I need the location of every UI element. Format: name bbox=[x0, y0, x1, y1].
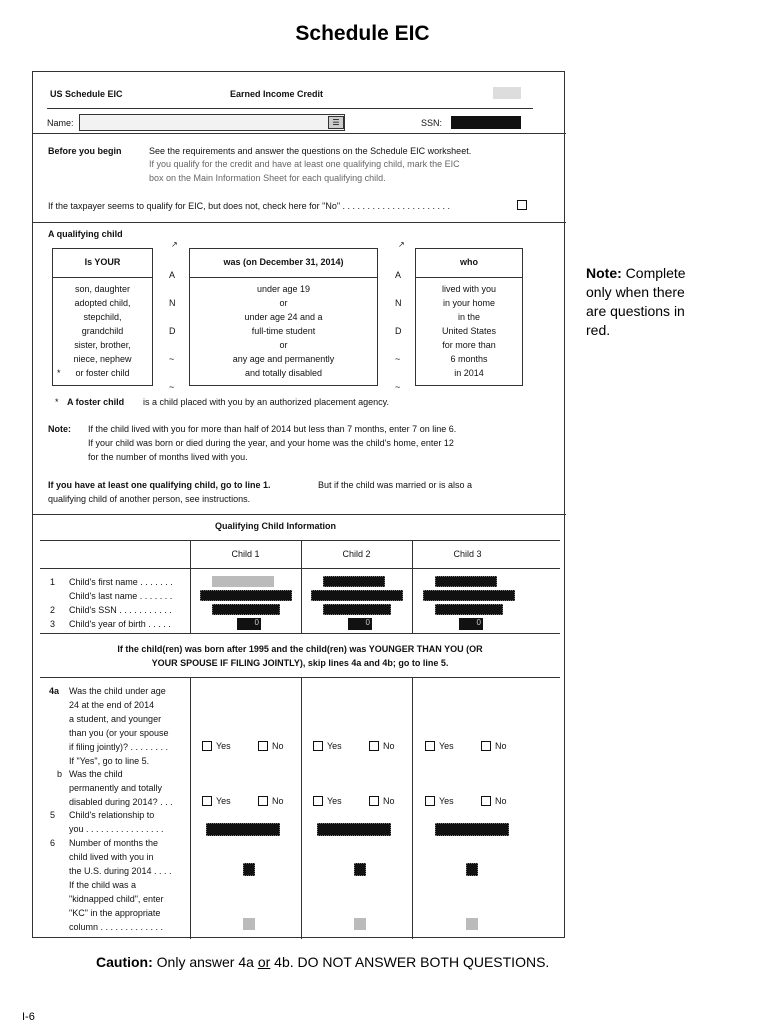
line-1-number: 1 bbox=[50, 577, 56, 587]
and-letter: A bbox=[395, 270, 402, 280]
child-1-line-4a-yes-checkbox[interactable] bbox=[202, 741, 212, 751]
line-1-first-label: Child's first name . . . . . . . bbox=[69, 577, 173, 587]
and-letter: ~ bbox=[169, 382, 175, 392]
line-text: Was the child under age bbox=[69, 686, 166, 696]
no-label: No bbox=[272, 741, 284, 751]
and-letter: ~ bbox=[169, 354, 175, 364]
no-eic-checkbox[interactable] bbox=[517, 200, 527, 210]
and-letter: N bbox=[169, 298, 176, 308]
line-text: "KC" in the appropriate bbox=[69, 908, 161, 918]
child-2-kc-field[interactable] bbox=[354, 918, 366, 930]
was-line: and totally disabled bbox=[244, 368, 323, 378]
before-you-begin-label: Before you begin bbox=[48, 146, 122, 156]
born-notice-1: If the child(ren) was born after 1995 and the child(ren) was YOUNGER THAN YOU (OR bbox=[117, 644, 483, 654]
born-notice-2: YOUR SPOUSE IF FILING JOINTLY), skip lines 4a and 4b; go to line 5. bbox=[151, 658, 449, 668]
page-number: I-6 bbox=[22, 1011, 35, 1023]
child-1-kc-field[interactable] bbox=[243, 918, 255, 930]
no-label: No bbox=[495, 796, 507, 806]
who-line: for more than bbox=[442, 340, 496, 350]
foster-bold: A foster child bbox=[67, 397, 125, 407]
col1-star: * bbox=[57, 368, 61, 378]
line-4a-number: 4a bbox=[49, 686, 60, 696]
who-line: in 2014 bbox=[454, 368, 484, 378]
and-letter: A bbox=[169, 270, 176, 280]
line-text: you . . . . . . . . . . . . . . . . bbox=[69, 824, 164, 834]
yes-label: Yes bbox=[327, 741, 342, 751]
child-2-line-4a-no-checkbox[interactable] bbox=[369, 741, 379, 751]
is-your-line: son, daughter bbox=[74, 284, 131, 294]
child-2-line-4b-no-checkbox[interactable] bbox=[369, 796, 379, 806]
arrow-marker-right: ↗ bbox=[398, 240, 405, 249]
side-note bbox=[586, 264, 706, 340]
line-text: disabled during 2014? . . . bbox=[69, 797, 173, 807]
is-your-header: Is YOUR bbox=[84, 257, 121, 267]
caution-text-before: Only answer 4a bbox=[156, 954, 254, 970]
line-4b-number: b bbox=[57, 769, 63, 779]
child-2-first-name-field[interactable] bbox=[323, 576, 385, 587]
is-your-line: sister, brother, bbox=[74, 340, 131, 350]
child-2-year-field[interactable]: 0 bbox=[348, 618, 372, 630]
child-2-relationship-field[interactable] bbox=[317, 823, 391, 836]
line-5-number: 5 bbox=[50, 810, 56, 820]
no-eic-text: If the taxpayer seems to qualify for EIC, but does not, check here for "No" . . . . . . . . . . . . . . . . . . . . . . bbox=[48, 201, 451, 211]
note-label: Note: bbox=[48, 424, 71, 434]
and-letter: ~ bbox=[395, 382, 401, 392]
was-line: under age 24 and a bbox=[244, 312, 323, 322]
child-1-line-4b-no-checkbox[interactable] bbox=[258, 796, 268, 806]
side-note-label: Note: bbox=[586, 265, 622, 281]
line-6-number: 6 bbox=[50, 838, 56, 848]
line-text: "kidnapped child", enter bbox=[69, 894, 164, 904]
line-text: Was the child bbox=[69, 769, 123, 779]
name-label: Name: bbox=[47, 118, 74, 128]
was-line: or bbox=[279, 340, 288, 350]
line-text: than you (or your spouse bbox=[69, 728, 169, 738]
go-line1-bold: If you have at least one qualifying child, go to line 1. bbox=[48, 480, 271, 490]
note-line-2: If your child was born or died during the year, and your home was the child's home, enter 12 bbox=[88, 438, 454, 448]
note-line-3: for the number of months lived with you. bbox=[88, 452, 248, 462]
line-text: permanently and totally bbox=[69, 783, 163, 793]
child-1-year-field[interactable]: 0 bbox=[237, 618, 261, 630]
child-1-line-4b-yes-checkbox[interactable] bbox=[202, 796, 212, 806]
was-line: any age and permanently bbox=[232, 354, 335, 364]
is-your-line: or foster child bbox=[75, 368, 130, 378]
child-3-relationship-field[interactable] bbox=[435, 823, 509, 836]
go-line1-rest: But if the child was married or is also a bbox=[318, 480, 473, 490]
who-line: in your home bbox=[442, 298, 496, 308]
no-label: No bbox=[495, 741, 507, 751]
is-your-line: grandchild bbox=[81, 326, 124, 336]
child-3-months-field[interactable] bbox=[466, 863, 478, 876]
line-text: if filing jointly)? . . . . . . . . bbox=[69, 742, 169, 752]
was-line: under age 19 bbox=[256, 284, 311, 294]
child-1-first-name-field[interactable] bbox=[212, 576, 274, 587]
yes-label: Yes bbox=[439, 796, 454, 806]
header-shade bbox=[493, 87, 521, 99]
is-your-line: adopted child, bbox=[74, 298, 131, 308]
child-3-first-name-field[interactable] bbox=[435, 576, 497, 587]
caution-line bbox=[96, 954, 549, 970]
child-2-ssn-field[interactable] bbox=[323, 604, 391, 615]
child-1-last-name-field[interactable] bbox=[200, 590, 292, 601]
line-text: child lived with you in bbox=[69, 852, 154, 862]
who-line: lived with you bbox=[441, 284, 497, 294]
child-3-line-4b-yes-checkbox[interactable] bbox=[425, 796, 435, 806]
child-3-line-4b-no-checkbox[interactable] bbox=[481, 796, 491, 806]
no-label: No bbox=[383, 796, 395, 806]
page-title: Schedule EIC bbox=[295, 22, 430, 45]
line-2-label: Child's SSN . . . . . . . . . . . bbox=[69, 605, 172, 615]
yes-label: Yes bbox=[439, 741, 454, 751]
line-text: Number of months the bbox=[69, 838, 159, 848]
was-line: or bbox=[279, 298, 288, 308]
and-letter: D bbox=[395, 326, 402, 336]
who-line: United States bbox=[441, 326, 497, 336]
child-1-line-4a-no-checkbox[interactable] bbox=[258, 741, 268, 751]
yes-label: Yes bbox=[216, 741, 231, 751]
child-2-last-name-field[interactable] bbox=[311, 590, 403, 601]
who-line: 6 months bbox=[450, 354, 488, 364]
is-your-line: niece, nephew bbox=[73, 354, 132, 364]
and-letter: ~ bbox=[395, 354, 401, 364]
who-line: in the bbox=[457, 312, 481, 322]
before-line-1: See the requirements and answer the questions on the Schedule EIC worksheet. bbox=[149, 146, 472, 156]
and-letter: N bbox=[395, 298, 402, 308]
side-note-text: Complete only when there are questions in red. bbox=[586, 265, 686, 338]
qualifying-child-heading: A qualifying child bbox=[48, 229, 123, 239]
go-line2: qualifying child of another person, see instructions. bbox=[48, 494, 251, 504]
child-3-ssn-field[interactable] bbox=[435, 604, 503, 615]
child-1-ssn-field[interactable] bbox=[212, 604, 280, 615]
child-2-header: Child 2 bbox=[342, 549, 371, 559]
is-your-line: stepchild, bbox=[83, 312, 122, 322]
child-3-kc-field[interactable] bbox=[466, 918, 478, 930]
child-1-header: Child 1 bbox=[231, 549, 260, 559]
line-1-last-label: Child's last name . . . . . . . bbox=[69, 591, 173, 601]
foster-text: is a child placed with you by an authorized placement agency. bbox=[143, 397, 389, 407]
line-text: If the child was a bbox=[69, 880, 137, 890]
child-2-line-4b-yes-checkbox[interactable] bbox=[313, 796, 323, 806]
caution-text-after: 4b. DO NOT ANSWER BOTH QUESTIONS. bbox=[274, 954, 550, 970]
child-3-last-name-field[interactable] bbox=[423, 590, 515, 601]
arrow-marker-left: ↗ bbox=[171, 240, 178, 249]
line-text: 24 at the end of 2014 bbox=[69, 700, 155, 710]
child-2-line-4a-yes-checkbox[interactable] bbox=[313, 741, 323, 751]
qci-heading: Qualifying Child Information bbox=[215, 521, 336, 531]
caution-or: or bbox=[257, 954, 271, 970]
name-picker-icon[interactable]: ☰ bbox=[328, 116, 344, 129]
form-header-center: Earned Income Credit bbox=[230, 89, 324, 99]
caution-label: Caution: bbox=[96, 954, 153, 970]
note-line-1: If the child lived with you for more than half of 2014 but less than 7 months, enter 7 on line 6. bbox=[88, 424, 457, 434]
no-label: No bbox=[383, 741, 395, 751]
child-3-line-4a-no-checkbox[interactable] bbox=[481, 741, 491, 751]
line-text: Child's relationship to bbox=[69, 810, 155, 820]
no-label: No bbox=[272, 796, 284, 806]
foster-star: * bbox=[55, 397, 59, 407]
form-header-left: US Schedule EIC bbox=[50, 89, 123, 99]
who-header: who bbox=[460, 257, 478, 267]
was-line: full-time student bbox=[251, 326, 316, 336]
was-header: was (on December 31, 2014) bbox=[223, 257, 344, 267]
yes-label: Yes bbox=[216, 796, 231, 806]
ssn-label: SSN: bbox=[421, 118, 443, 128]
schedule-eic-form bbox=[32, 71, 565, 938]
child-2-months-field[interactable] bbox=[354, 863, 366, 876]
line-text: a student, and younger bbox=[69, 714, 162, 724]
child-3-year-field[interactable]: 0 bbox=[459, 618, 483, 630]
yes-label: Yes bbox=[327, 796, 342, 806]
name-input[interactable] bbox=[79, 114, 345, 131]
and-letter: D bbox=[169, 326, 176, 336]
child-3-line-4a-yes-checkbox[interactable] bbox=[425, 741, 435, 751]
line-3-label: Child's year of birth . . . . . bbox=[69, 619, 171, 629]
line-text: If "Yes", go to line 5. bbox=[69, 756, 150, 766]
line-3-number: 3 bbox=[50, 619, 56, 629]
line-2-number: 2 bbox=[50, 605, 56, 615]
before-line-2: If you qualify for the credit and have at least one qualifying child, mark the EIC bbox=[149, 159, 460, 169]
ssn-redacted-field[interactable] bbox=[451, 116, 521, 129]
child-1-months-field[interactable] bbox=[243, 863, 255, 876]
child-1-relationship-field[interactable] bbox=[206, 823, 280, 836]
line-text: the U.S. during 2014 . . . . bbox=[69, 866, 172, 876]
child-3-header: Child 3 bbox=[453, 549, 482, 559]
before-line-3: box on the Main Information Sheet for each qualifying child. bbox=[149, 173, 386, 183]
line-text: column . . . . . . . . . . . . . bbox=[69, 922, 164, 932]
